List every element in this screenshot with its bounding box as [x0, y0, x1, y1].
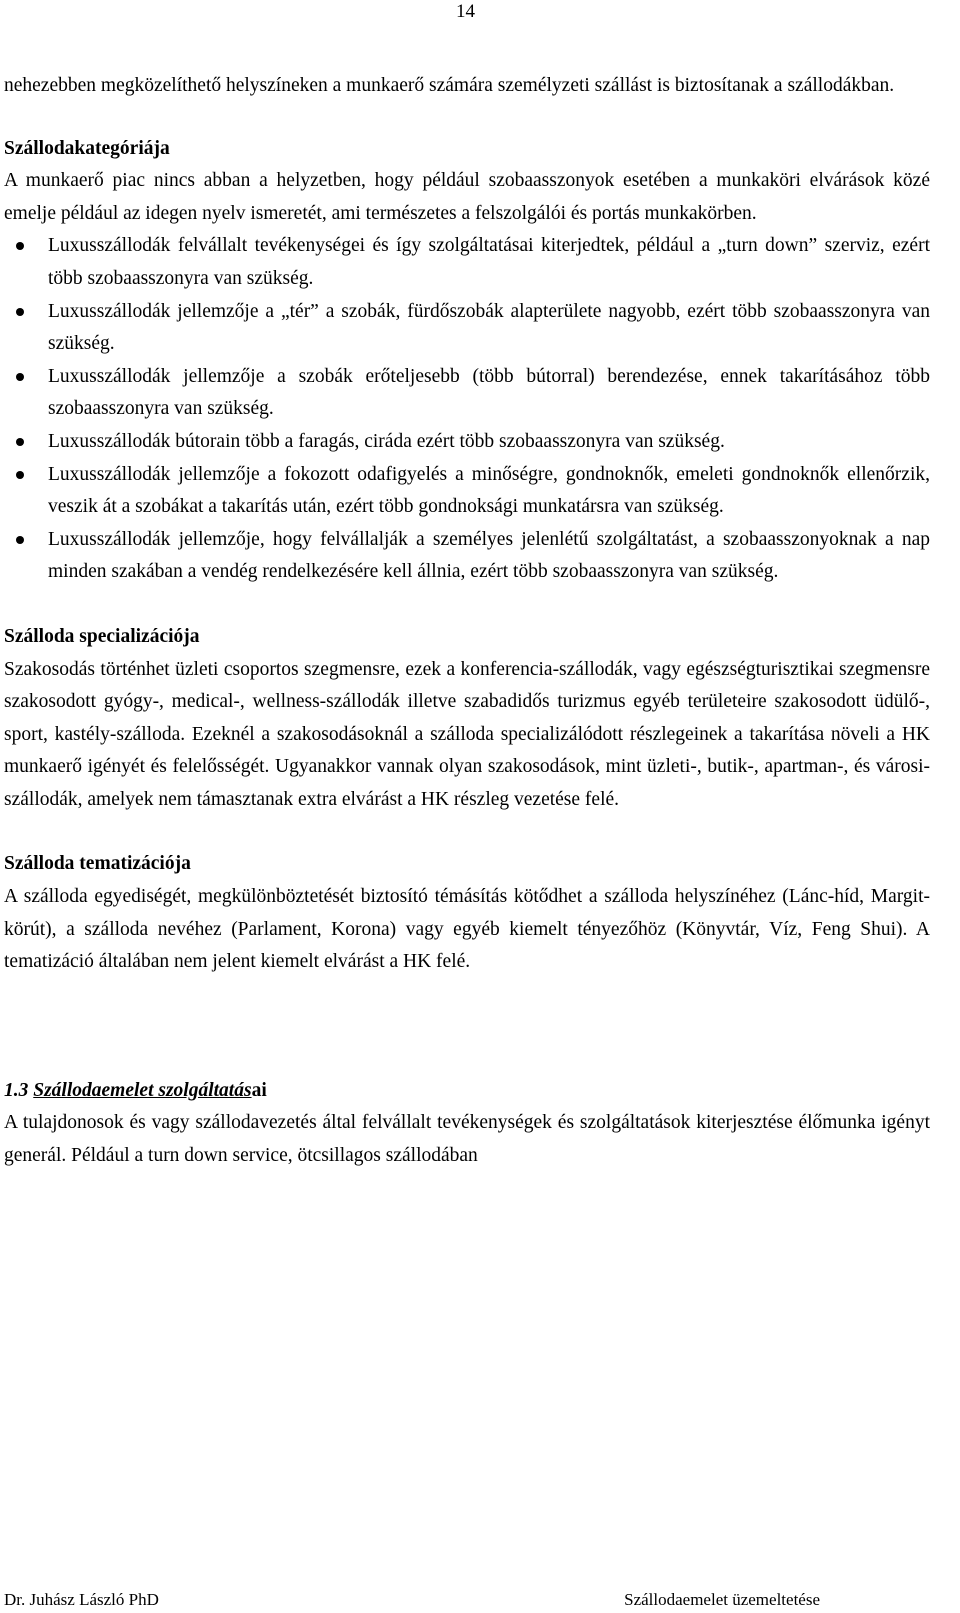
bullet-icon	[16, 471, 24, 479]
section-number: 1.3	[4, 1079, 29, 1101]
bullet-icon	[16, 242, 24, 250]
bullet-icon	[16, 308, 24, 316]
footer-title: Szállodaemelet üzemeltetése	[624, 1590, 820, 1609]
list-item: Luxusszállodák felvállalt tevékenységei és így szolgáltatásai kiterjedtek, például a „turn down” szerviz, ezért több szobaasszonyra van szükség.	[4, 230, 930, 295]
section-services	[4, 1075, 930, 1173]
section-services-heading-main: Szállodaemelet szolgáltatás	[33, 1079, 252, 1101]
section-services-heading-tail: ai	[251, 1079, 267, 1101]
section-services-paragraph: A tulajdonosok és vagy szállodavezetés által felvállalt tevékenységek és szolgáltatások kiterjesztése élőmunka igényt generál. Például a turn down service, ötcsillagos szállodában	[4, 1112, 930, 1167]
section-theming	[4, 848, 930, 978]
section-specialization-paragraph: Szakosodás történhet üzleti csoportos szegmensre, ezek a konferencia-szállodák, vagy egészségturisztikai szegmensre szakosodott gyógy-, medical-, wellness-szállodák illetve szabadidős turizmus egyéb területeire szakosodott üdülő-, sport, kastély-szálloda. Ezeknél a szakosodásoknál a szálloda specializálódott részlegeinek a takarítása növeli a HK munkaerő igényét és felelősségét. Ugyanakkor vannak olyan szakosodások, mint üzleti-, butik-, apartman-, és városi-szállodák, amelyek nem támasztanak extra elvárást a HK részleg vezetése felé.	[4, 658, 930, 810]
section-theming-paragraph: A szálloda egyediségét, megkülönböztetését biztosító témásítás kötődhet a szálloda helyszínéhez (Lánc-híd, Margit-körút), a szálloda nevéhez (Parlament, Korona) vagy egyéb kiemelt tényezőhöz (Könyvtár, Víz, Feng Shui). A tematizáció általában nem jelent kiemelt elvárást a HK felé.	[4, 886, 930, 973]
list-item: Luxusszállodák jellemzője a „tér” a szobák, fürdőszobák alapterülete nagyobb, ezért több szobaasszonyra van szükség.	[4, 296, 930, 361]
section-specialization	[4, 621, 930, 817]
list-item: Luxusszállodák bútorain több a faragás, ciráda ezért több szobaasszonyra van szükség.	[4, 426, 930, 459]
intro-paragraph: nehezebben megközelíthető helyszíneken a munkaerő számára személyzeti szállást is biztosítanak a szállodákban.	[4, 75, 895, 96]
bullet-icon	[16, 536, 24, 544]
page-number: 14	[456, 1, 475, 22]
bullet-icon	[16, 438, 24, 446]
list-item: Luxusszállodák jellemzője a szobák erőteljesebb (több bútorral) berendezése, ennek takarításához több szobaasszonyra van szükség.	[4, 361, 930, 426]
bullet-icon	[16, 373, 24, 381]
list-item: Luxusszállodák jellemzője a fokozott odafigyelés a minőségre, gondnoknők, emeleti gondnoknők ellenőrzik, veszik át a szobákat a takarítás után, ezért több gondnoksági munkatársra van szükség.	[4, 459, 930, 524]
section-category-heading: Szállodakategóriája	[4, 137, 170, 159]
footer-author: Dr. Juhász László PhD	[4, 1590, 159, 1609]
section-theming-heading: Szálloda tematizációja	[4, 853, 191, 875]
section-specialization-heading: Szálloda specializációja	[4, 625, 200, 647]
section-category-paragraph: A munkaerő piac nincs abban a helyzetben, hogy például szobaasszonyok esetében a munkaköri elvárások közé emelje például az idegen nyelv ismeretét, ami természetes a felszolgálói és portás munkakörben.	[4, 170, 930, 224]
document-body	[4, 70, 930, 1173]
bullet-list	[4, 230, 930, 589]
section-services-heading	[4, 1075, 930, 1108]
section-category	[4, 133, 930, 589]
list-item: Luxusszállodák jellemzője, hogy felvállalják a személyes jelenlétű szolgáltatást, a szobaasszonyoknak a nap minden szakában a vendég rendelkezésére kell állnia, ezért több szobaasszonyra van szükség.	[4, 524, 930, 589]
